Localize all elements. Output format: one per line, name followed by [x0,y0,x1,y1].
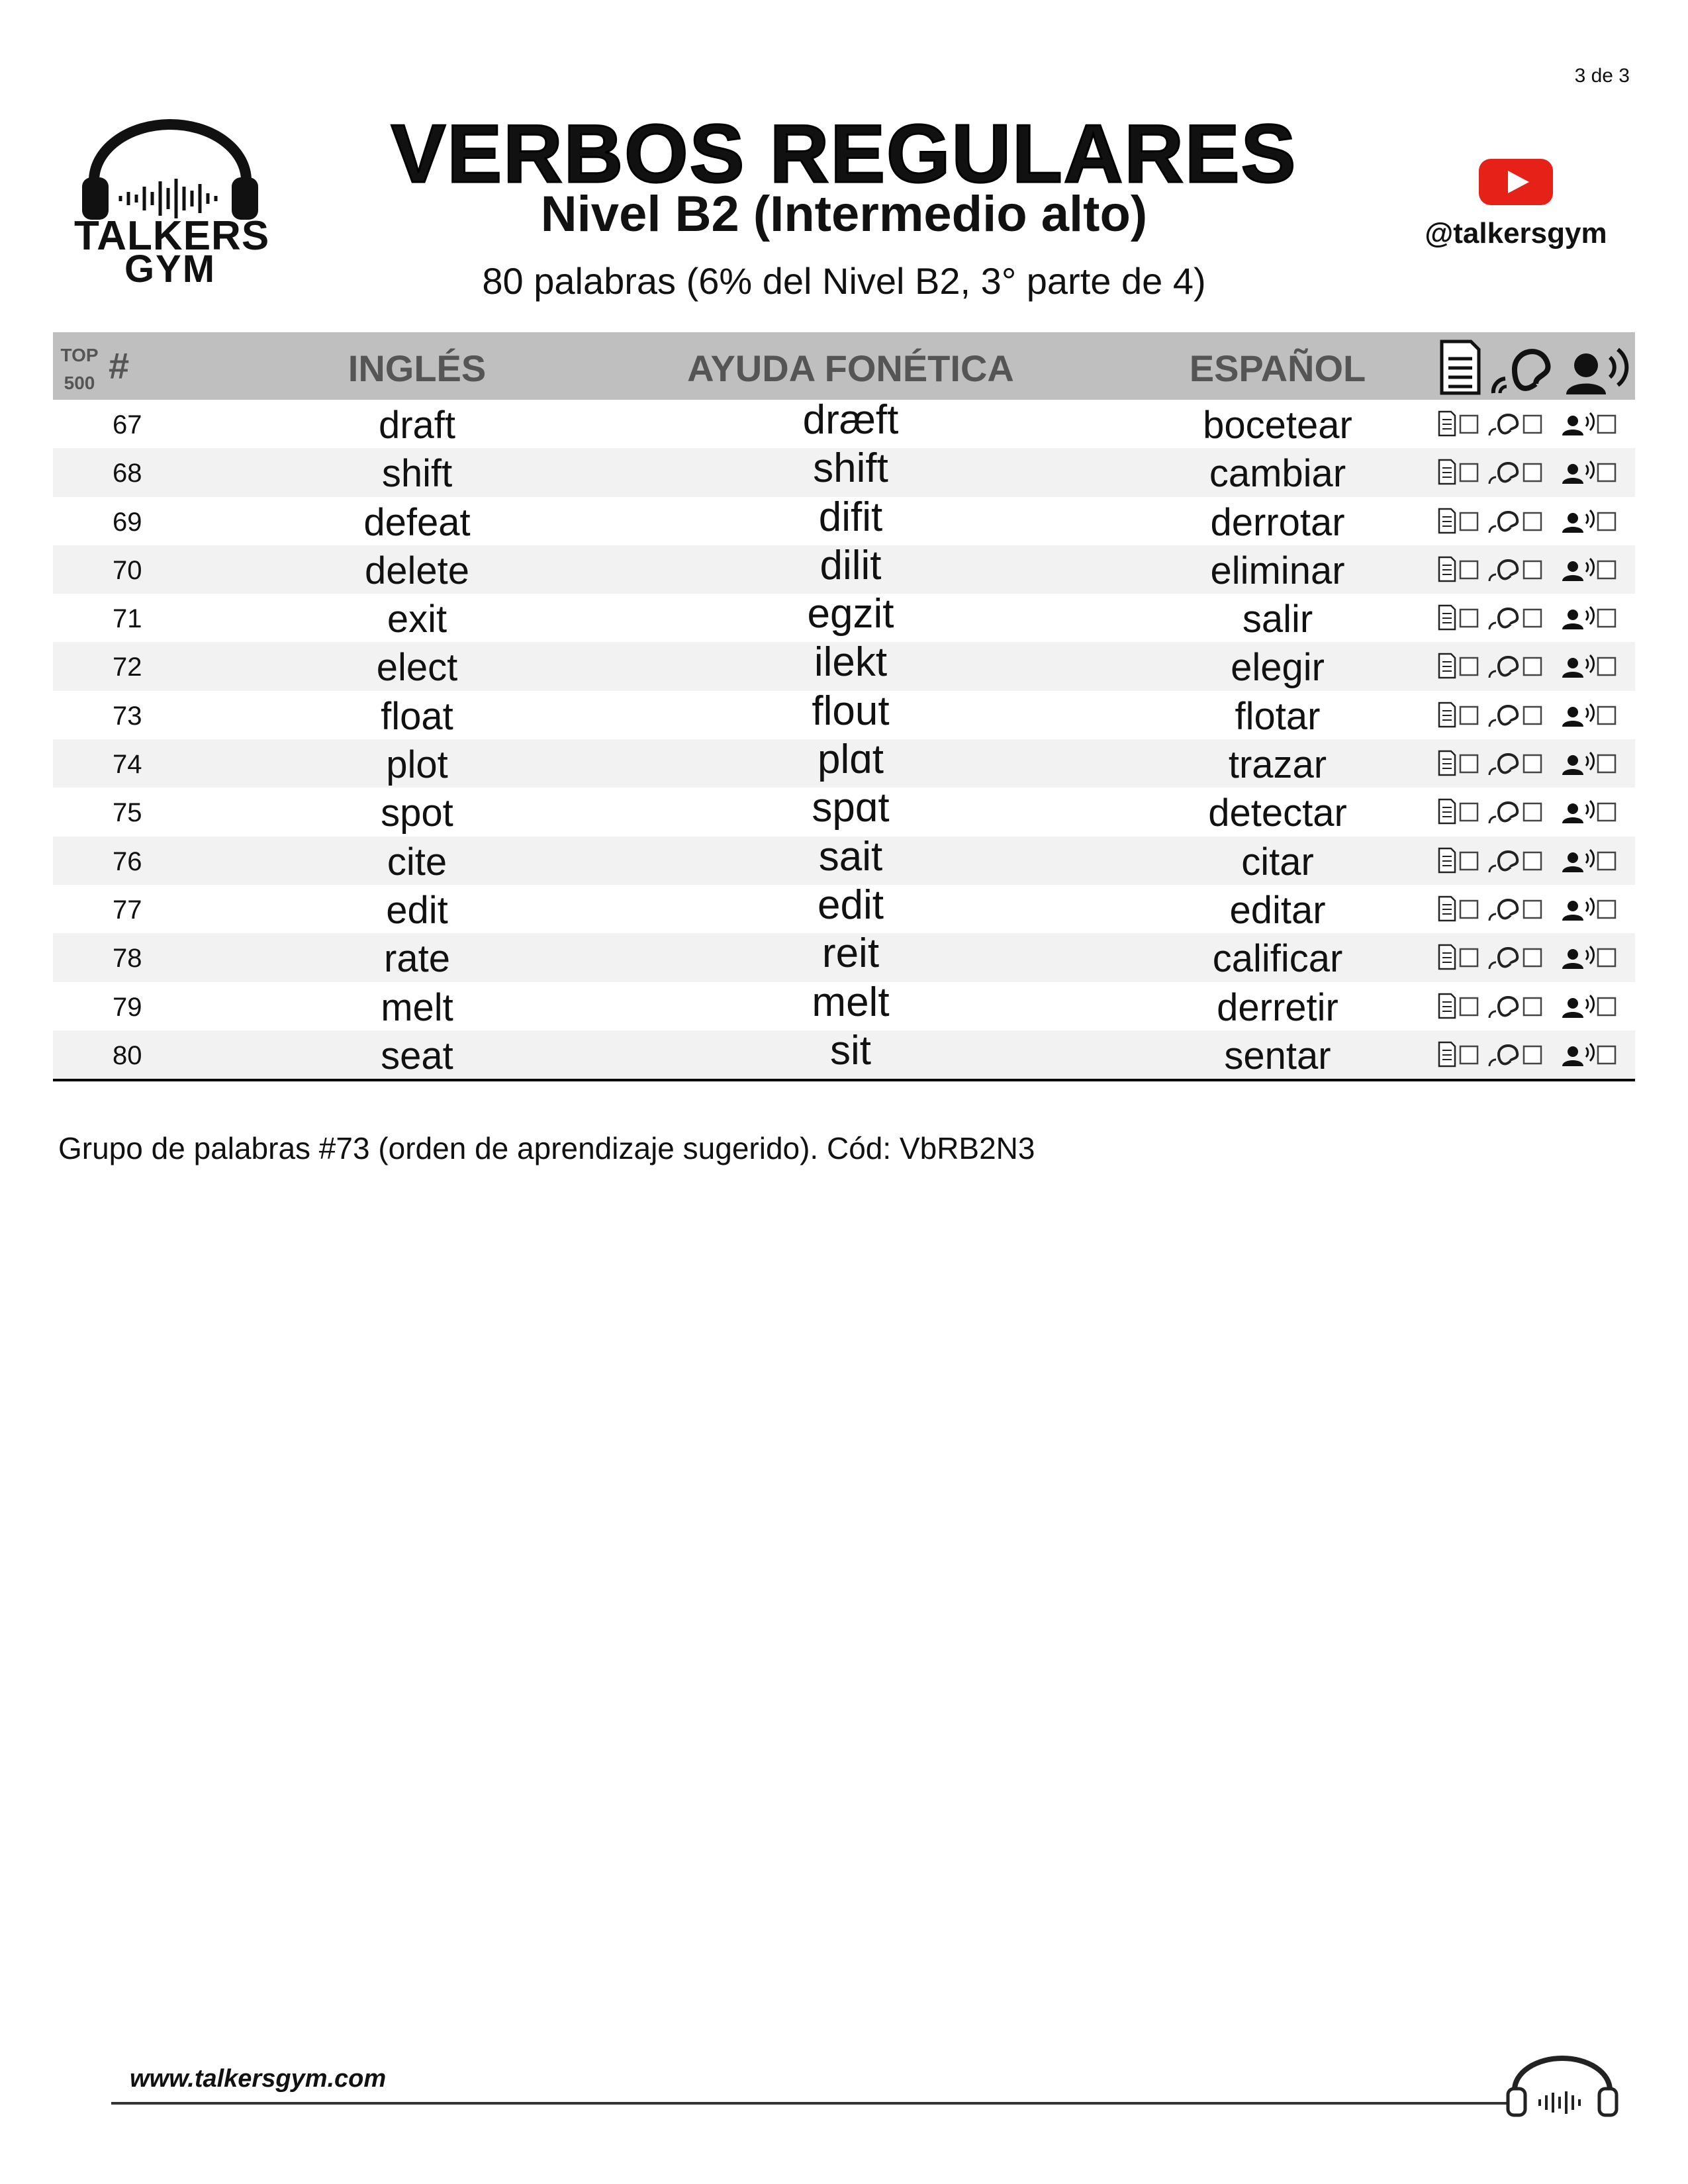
document-icon [1439,606,1455,629]
ear-icon [1489,415,1517,435]
table-row [53,639,1635,690]
ear-icon [1489,803,1517,823]
speaking-person-icon [1562,607,1594,629]
practice-icons-header [1436,338,1635,397]
youtube-handle[interactable]: @talkersgym [1425,217,1607,250]
speak-checkbox [1598,561,1615,578]
row-number: 76 [113,846,142,876]
practice-checkboxes [1436,409,1635,438]
word-count-line: 80 palabras (6% del Nivel B2, 3° parte de 4) [482,260,1206,302]
document-icon [1439,945,1455,969]
ear-icon [1489,900,1517,921]
spanish-word: detectar [1208,792,1347,835]
document-icon [1439,557,1455,581]
table-row [53,739,1635,788]
practice-checks[interactable] [1436,846,1635,875]
speak-checkbox [1598,464,1615,481]
practice-checkboxes [1436,651,1635,680]
listen-checkbox [1524,464,1541,481]
footer-divider [111,2102,1521,2105]
read-checkbox [1460,658,1477,675]
practice-checkboxes [1436,506,1635,535]
table-row [53,882,1635,933]
logo-text-gym: GYM [124,248,216,291]
english-word: rate [384,937,450,981]
top-label: TOP [60,345,99,365]
english-word: elect [376,646,458,690]
speaking-person-icon [1562,510,1594,533]
english-word: seat [381,1034,453,1077]
practice-checks[interactable] [1436,700,1635,729]
phonetic-hint: flout [812,688,890,734]
spanish-word: cambiar [1209,452,1346,496]
document-icon [1439,994,1455,1018]
practice-checks[interactable] [1436,749,1635,778]
practice-checkboxes [1436,797,1635,826]
document-icon [1439,703,1455,727]
table-row [53,833,1635,885]
practice-checks[interactable] [1436,894,1635,923]
practice-checks[interactable] [1436,506,1635,535]
500-label: 500 [64,373,95,393]
speaking-person-icon [1562,655,1594,678]
english-word: spot [381,792,453,835]
practice-checks[interactable] [1436,797,1635,826]
spanish-word: bocetear [1203,404,1352,447]
table-row [53,785,1635,836]
practice-checkboxes [1436,1040,1635,1069]
ear-icon [1489,948,1517,969]
practice-checkboxes [1436,942,1635,972]
document-icon [1439,897,1455,921]
phonetic-hint: edit [818,882,884,928]
row-number: 72 [113,653,142,682]
listen-checkbox [1524,998,1541,1015]
listen-checkbox [1524,949,1541,966]
practice-checks[interactable] [1436,457,1635,486]
phonetic-hint: dræft [802,397,899,443]
speak-checkbox [1598,949,1615,966]
table-row [53,1027,1635,1079]
spanish-word: eliminar [1210,549,1345,592]
spanish-word: calificar [1212,937,1343,981]
practice-checkboxes [1436,700,1635,729]
speak-checkbox [1598,852,1615,870]
english-word: float [381,694,453,738]
phonetic-hint: ilekt [814,639,888,686]
phonetic-hint: melt [812,979,890,1025]
document-icon [1439,1042,1455,1066]
row-number: 67 [113,410,142,439]
spanish-header: ESPAÑOL [1189,347,1366,389]
ear-icon [1489,997,1517,1018]
vocabulary-table [53,332,1635,1081]
phonetic-hint: dilit [820,542,882,588]
speaking-person-icon [1562,850,1594,872]
practice-checkboxes [1436,749,1635,778]
practice-checks[interactable] [1436,555,1635,584]
ear-icon [1489,561,1517,581]
read-checkbox [1460,610,1477,627]
practice-checkboxes [1436,603,1635,632]
row-number: 74 [113,750,142,780]
document-icon [1439,460,1455,484]
speaking-person-icon [1562,801,1594,823]
page-title: VERBOS REGULARES [391,109,1297,200]
english-word: edit [386,888,448,932]
speak-checkbox [1598,901,1615,918]
speak-checkbox [1598,755,1615,772]
table-row [53,494,1635,545]
speak-checkbox [1598,707,1615,724]
english-word: plot [386,743,448,787]
listen-checkbox [1524,658,1541,675]
row-number: 75 [113,798,142,828]
phonetic-hint: sit [830,1027,871,1073]
english-word: delete [364,549,470,592]
document-icon [1439,751,1455,775]
spanish-word: elegir [1231,646,1325,690]
row-number: 77 [113,895,142,925]
phonetic-hint: egzit [807,591,894,637]
number-header: # [109,345,130,387]
read-checkbox [1460,852,1477,870]
table-row [53,445,1635,496]
practice-checks[interactable] [1436,1040,1635,1069]
spanish-word: editar [1229,888,1326,932]
row-number: 73 [113,701,142,731]
group-note: Grupo de palabras #73 (orden de aprendizaje sugerido). Cód: VbRB2N3 [58,1131,1035,1165]
phonetic-hint: spɑt [812,785,890,831]
speak-checkbox [1598,658,1615,675]
listen-checkbox [1524,901,1541,918]
listen-checkbox [1524,755,1541,772]
top-500-label [60,341,99,397]
read-checkbox [1460,755,1477,772]
listen-checkbox [1524,561,1541,578]
footer-website-link[interactable]: www.talkersgym.com [130,2065,387,2093]
english-word: cite [387,840,447,884]
phonetic-hint: reit [821,931,880,977]
table-row [53,591,1635,642]
spanish-word: derrotar [1210,500,1345,544]
read-checkbox [1460,561,1477,578]
speaking-person-icon [1562,898,1594,921]
document-icon [1439,654,1455,678]
table-row [53,979,1635,1030]
practice-checks[interactable] [1436,409,1635,438]
read-checkbox [1460,464,1477,481]
ear-icon [1489,657,1517,678]
document-icon [1439,412,1455,435]
practice-checks[interactable] [1436,991,1635,1021]
speaking-person-icon [1562,946,1594,969]
spanish-word: derretir [1217,985,1338,1029]
youtube-icon [1476,156,1556,209]
row-number: 68 [113,459,142,488]
table-row [53,397,1635,448]
listen-checkbox [1524,852,1541,870]
spanish-word: citar [1241,840,1314,884]
practice-checkboxes [1436,894,1635,923]
english-header: INGLÉS [348,347,487,389]
page-subtitle: Nivel B2 (Intermedio alto) [540,186,1148,242]
read-checkbox [1460,901,1477,918]
spanish-word: salir [1242,598,1313,641]
phonetic-header: AYUDA FONÉTICA [687,347,1014,389]
document-icon [1442,341,1479,393]
read-checkbox [1460,1046,1477,1064]
ear-icon [1489,463,1517,484]
spanish-word: sentar [1224,1034,1331,1077]
speak-checkbox [1598,803,1615,821]
read-checkbox [1460,707,1477,724]
speak-checkbox [1598,513,1615,530]
document-icon [1439,799,1455,823]
speak-checkbox [1598,610,1615,627]
listen-checkbox [1524,1046,1541,1064]
ear-icon [1489,1046,1517,1066]
ear-icon [1489,754,1517,775]
english-word: exit [387,598,447,641]
row-number: 78 [113,944,142,974]
speak-checkbox [1598,416,1615,433]
row-number: 70 [113,555,142,585]
practice-checkboxes [1436,846,1635,875]
listen-checkbox [1524,513,1541,530]
ear-icon [1489,512,1517,533]
phonetic-hint: shift [813,445,888,492]
practice-checkboxes [1436,555,1635,584]
speaking-person-icon [1566,349,1626,394]
ear-icon [1489,609,1517,629]
listen-checkbox [1524,707,1541,724]
speaking-person-icon [1562,704,1594,727]
practice-checks[interactable] [1436,651,1635,680]
speaking-person-icon [1562,995,1594,1018]
ear-icon [1493,351,1548,393]
speaking-person-icon [1562,1044,1594,1066]
phonetic-hint: difit [818,494,883,540]
table-row [53,688,1635,739]
table-row [53,933,1635,981]
read-checkbox [1460,998,1477,1015]
read-checkbox [1460,416,1477,433]
listen-checkbox [1524,610,1541,627]
row-number: 79 [113,992,142,1022]
english-word: shift [381,452,453,496]
speaking-person-icon [1562,413,1594,435]
youtube-channel[interactable] [1403,156,1628,255]
table-row [53,542,1635,594]
read-checkbox [1460,513,1477,530]
page-number: 3 de 3 [1574,65,1630,87]
read-checkbox [1460,803,1477,821]
practice-checks[interactable] [1436,603,1635,632]
practice-checkboxes [1436,457,1635,486]
english-word: melt [381,985,453,1029]
row-number: 80 [113,1040,142,1070]
ear-icon [1489,706,1517,727]
english-word: draft [378,404,456,447]
phonetic-hint: sait [818,833,883,880]
logo-text-talkers: TALKERS [74,213,270,259]
table-header [53,332,1635,400]
practice-checkboxes [1436,991,1635,1021]
read-checkbox [1460,949,1477,966]
row-number: 71 [113,604,142,634]
speak-checkbox [1598,998,1615,1015]
english-word: defeat [363,500,471,544]
speaking-person-icon [1562,461,1594,484]
phonetic-hint: plɑt [818,737,884,783]
speak-checkbox [1598,1046,1615,1064]
spanish-word: trazar [1228,743,1327,787]
row-number: 69 [113,507,142,537]
document-icon [1439,509,1455,533]
footer-logo-icon [1503,2052,1622,2118]
spanish-word: flotar [1235,694,1321,738]
ear-icon [1489,852,1517,872]
listen-checkbox [1524,803,1541,821]
practice-checks[interactable] [1436,942,1635,972]
speaking-person-icon [1562,752,1594,775]
listen-checkbox [1524,416,1541,433]
document-icon [1439,848,1455,872]
speaking-person-icon [1562,559,1594,581]
